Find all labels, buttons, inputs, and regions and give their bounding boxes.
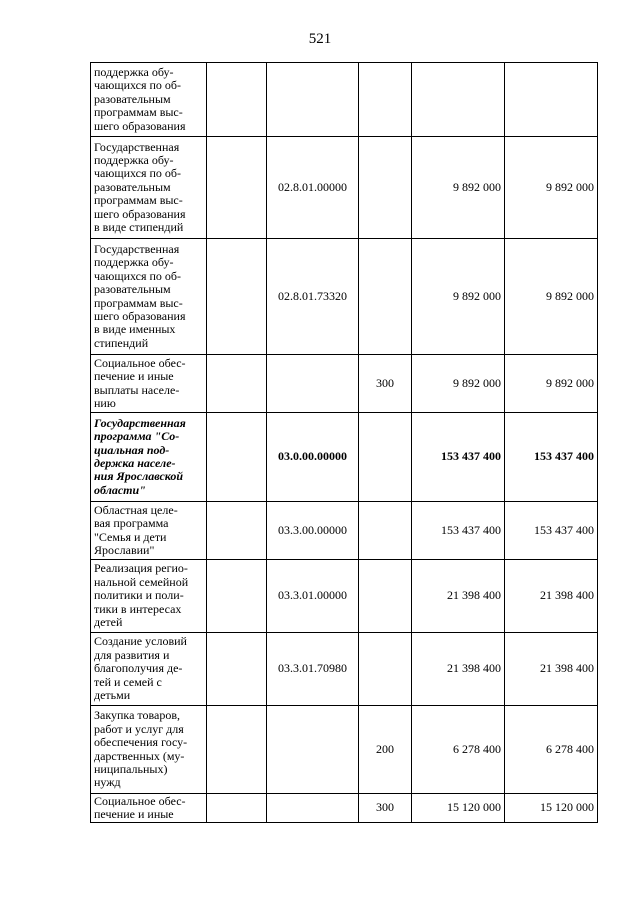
amount-year-2 xyxy=(505,63,598,137)
amount-year-1: 21 398 400 xyxy=(412,633,505,706)
target-article-code: 02.8.01.73320 xyxy=(267,239,359,355)
expense-type-code xyxy=(359,63,412,137)
amount-year-2: 9 892 000 xyxy=(505,239,598,355)
table-row xyxy=(91,63,598,137)
empty-cell xyxy=(207,633,267,706)
empty-cell xyxy=(207,355,267,413)
table-row xyxy=(91,239,598,355)
empty-cell xyxy=(207,706,267,794)
expense-type-code xyxy=(359,413,412,502)
target-article-code: 03.3.01.70980 xyxy=(267,633,359,706)
expense-type-code xyxy=(359,239,412,355)
amount-year-2: 21 398 400 xyxy=(505,560,598,633)
target-article-code: 03.3.00.00000 xyxy=(267,502,359,560)
target-article-code xyxy=(267,706,359,794)
amount-year-2: 6 278 400 xyxy=(505,706,598,794)
target-article-code: 02.8.01.00000 xyxy=(267,137,359,239)
expense-type-code xyxy=(359,633,412,706)
table-row xyxy=(91,794,598,823)
budget-item-name: поддержка обу- чающихся по об- разовательным программам выс- шего образования xyxy=(91,63,207,137)
expense-type-code xyxy=(359,137,412,239)
budget-item-name: Реализация регио- нальной семейной политики и поли- тики в интересах детей xyxy=(91,560,207,633)
amount-year-1: 153 437 400 xyxy=(412,502,505,560)
empty-cell xyxy=(207,63,267,137)
target-article-code xyxy=(267,63,359,137)
budget-item-name: Государственная поддержка обу- чающихся по об- разовательным программам выс- шего образования в виде стипендий xyxy=(91,137,207,239)
target-article-code: 03.3.01.00000 xyxy=(267,560,359,633)
budget-item-name: Государственная поддержка обу- чающихся по об- разовательным программам выс- шего образования в виде именных стипендий xyxy=(91,239,207,355)
amount-year-2: 9 892 000 xyxy=(505,137,598,239)
budget-item-name: Государственная программа "Со- циальная под- держка населе- ния Ярославской области" xyxy=(91,413,207,502)
expense-type-code: 200 xyxy=(359,706,412,794)
budget-item-name: Закупка товаров, работ и услуг для обеспечения госу- дарственных (му- ниципальных) нужд xyxy=(91,706,207,794)
amount-year-1: 153 437 400 xyxy=(412,413,505,502)
empty-cell xyxy=(207,137,267,239)
table-row xyxy=(91,560,598,633)
expense-type-code: 300 xyxy=(359,355,412,413)
budget-item-name: Областная целе- вая программа "Семья и дети Ярославии" xyxy=(91,502,207,560)
target-article-code xyxy=(267,794,359,823)
target-article-code xyxy=(267,355,359,413)
amount-year-1: 9 892 000 xyxy=(412,137,505,239)
amount-year-1 xyxy=(412,63,505,137)
table-row xyxy=(91,633,598,706)
amount-year-2: 15 120 000 xyxy=(505,794,598,823)
table-row xyxy=(91,137,598,239)
amount-year-1: 9 892 000 xyxy=(412,239,505,355)
table-row xyxy=(91,355,598,413)
amount-year-2: 153 437 400 xyxy=(505,502,598,560)
budget-item-name: Социальное обес- печение и иные выплаты населе- нию xyxy=(91,355,207,413)
expense-type-code xyxy=(359,560,412,633)
table-row xyxy=(91,413,598,502)
page-number: 521 xyxy=(308,31,332,47)
amount-year-1: 6 278 400 xyxy=(412,706,505,794)
amount-year-1: 15 120 000 xyxy=(412,794,505,823)
table-row xyxy=(91,502,598,560)
table-row xyxy=(91,706,598,794)
amount-year-2: 9 892 000 xyxy=(505,355,598,413)
target-article-code: 03.0.00.00000 xyxy=(267,413,359,502)
expense-type-code xyxy=(359,502,412,560)
empty-cell xyxy=(207,502,267,560)
empty-cell xyxy=(207,560,267,633)
empty-cell xyxy=(207,794,267,823)
expense-type-code: 300 xyxy=(359,794,412,823)
budget-item-name: Создание условий для развития и благополучия де- тей и семей с детьми xyxy=(91,633,207,706)
empty-cell xyxy=(207,413,267,502)
amount-year-1: 9 892 000 xyxy=(412,355,505,413)
budget-table xyxy=(90,62,598,823)
amount-year-2: 153 437 400 xyxy=(505,413,598,502)
amount-year-1: 21 398 400 xyxy=(412,560,505,633)
empty-cell xyxy=(207,239,267,355)
amount-year-2: 21 398 400 xyxy=(505,633,598,706)
budget-item-name: Социальное обес- печение и иные xyxy=(91,794,207,823)
